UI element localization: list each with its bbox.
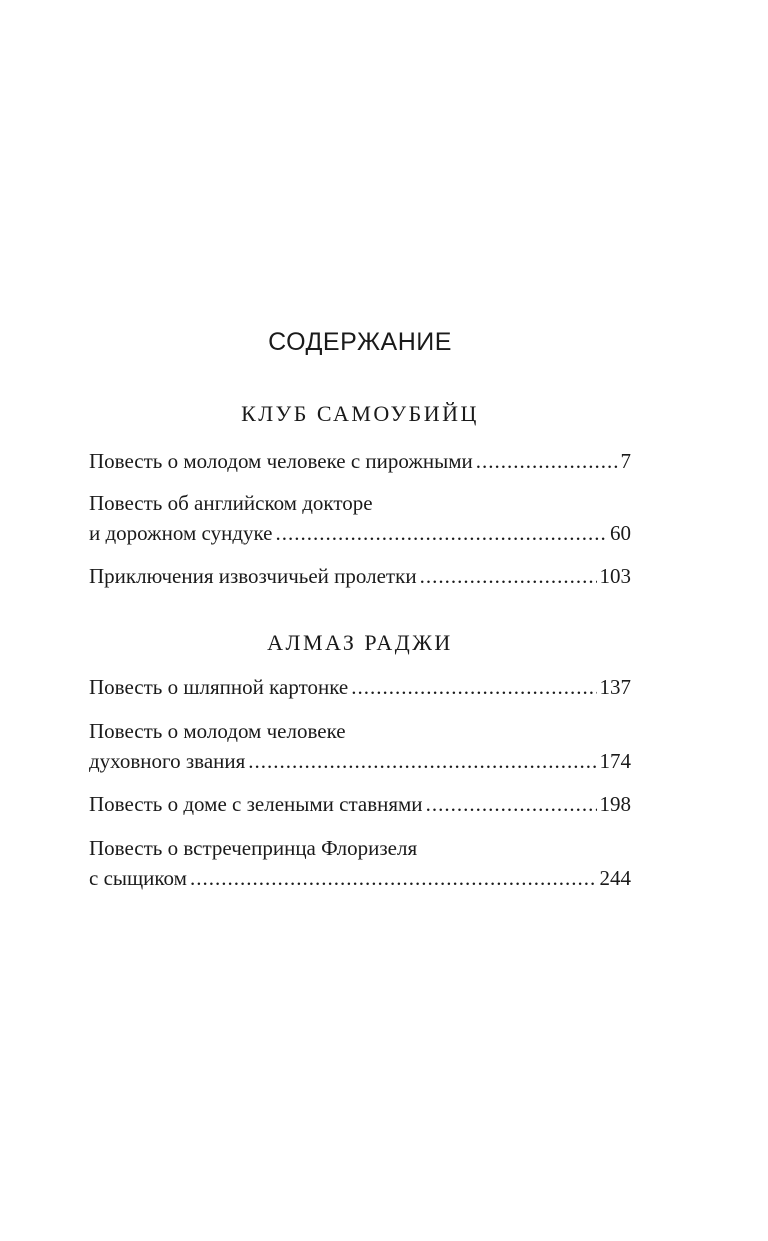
toc-entry-title-line1: Повесть о молодом человеке: [89, 719, 346, 743]
toc-entry-title: духовного звания: [89, 749, 246, 773]
toc-leader-dots: [276, 518, 607, 548]
toc-entry-line: [89, 863, 631, 893]
toc-entry-title: Повесть о молодом человеке с пирожными: [89, 449, 473, 473]
toc-entry-title: Повесть о шляпной картонке: [89, 675, 349, 699]
toc-entry-line: [89, 518, 631, 548]
toc-leader-dots: [248, 746, 596, 776]
toc-entry: [89, 833, 631, 893]
toc-entry-line: [89, 561, 631, 591]
toc-entry-line: [89, 672, 631, 702]
toc-entry: [89, 672, 631, 702]
toc-entry-line: [89, 446, 631, 476]
toc-entry: [89, 488, 631, 548]
toc-page-number: 198: [599, 792, 631, 816]
toc-page-number: 174: [599, 749, 631, 773]
toc-entry-line: [89, 789, 631, 819]
page-title: СОДЕРЖАНИЕ: [268, 328, 452, 356]
toc-leader-dots: [420, 561, 597, 591]
toc-page-number: 244: [599, 866, 631, 890]
toc-entry: [89, 561, 631, 591]
toc-entry-line: [89, 746, 631, 776]
toc-entry-title: и дорожном сундуке: [89, 521, 273, 545]
toc-leader-dots: [426, 789, 597, 819]
section-heading-suicide-club: КЛУБ САМОУБИЙЦ: [241, 401, 479, 426]
toc-entry-title: Повесть о доме с зелеными ставнями: [89, 792, 423, 816]
toc-entry-title-line1: Повесть об английском докторе: [89, 491, 373, 515]
toc-leader-dots: [351, 672, 596, 702]
toc-entry: [89, 446, 631, 476]
toc-page-number: 7: [620, 449, 631, 473]
toc-page-number: 137: [599, 675, 631, 699]
toc-leader-dots: [476, 446, 618, 476]
toc-entry-title: с сыщиком: [89, 866, 187, 890]
toc-page-number: 103: [599, 564, 631, 588]
toc-leader-dots: [190, 863, 597, 893]
toc-entry: [89, 789, 631, 819]
toc-entry-title-line1: Повесть о встречепринца Флоризеля: [89, 836, 418, 860]
toc-entry: [89, 716, 631, 776]
toc-entry-title: Приключения извозчичьей пролетки: [89, 564, 417, 588]
section-heading-rajah-diamond: АЛМАЗ РАДЖИ: [267, 630, 453, 655]
toc-page-number: 60: [610, 521, 631, 545]
